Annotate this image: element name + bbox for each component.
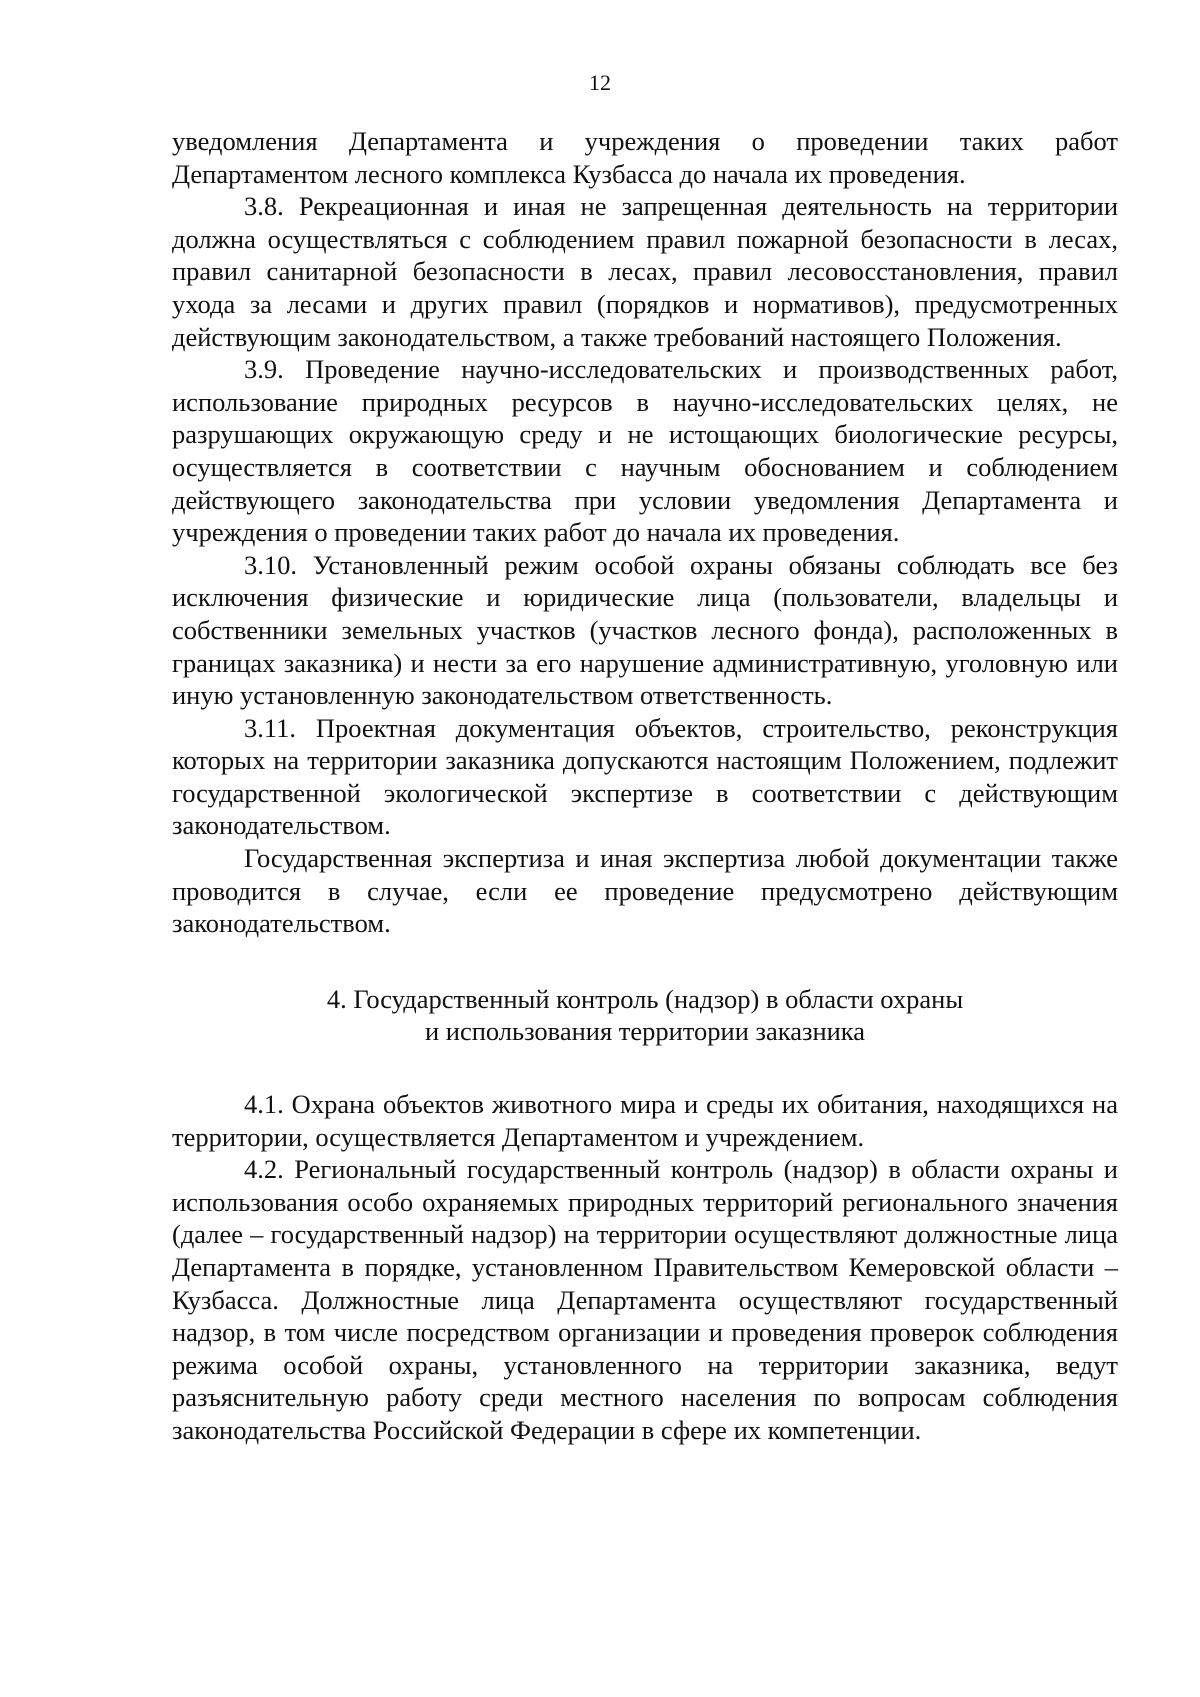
spacer (172, 940, 1118, 983)
paragraph-3-8: 3.8. Рекреационная и иная не запрещенная деятельность на территории должна осуществляться с соблюдением правил пожарной безопасности в лесах, правил санитарной безопасности в лесах, правил лесовосстановления, правил ухода за лесами и других правил (порядков и нормативов), предусмотренных действующим законодательством, а также требований настоящего Положения. (172, 191, 1118, 352)
document-body (172, 125, 1118, 1447)
section-4-heading (172, 983, 1118, 1048)
paragraph-4-2: 4.2. Региональный государственный контроль (надзор) в области охраны и использования особо охраняемых природных территорий регионального значения (далее – государственный надзор) на территории осуществляют должностные лица Департамента в порядке, установленном Правительством Кемеровской области – Кузбасса. Должностные лица Департамента осуществляют государственный надзор, в том числе посредством организации и проведения проверок соблюдения режима особой охраны, установленного на территории заказника, ведут разъяснительную работу среди местного населения по вопросам соблюдения законодательства Российской Федерации в сфере их компетенции. (172, 1154, 1118, 1445)
paragraph-continuation: уведомления Департамента и учреждения о проведении таких работ Департаментом лесного комплекса Кузбасса до начала их проведения. (172, 126, 1118, 189)
paragraph-expertise: Государственная экспертиза и иная экспертиза любой документации также проводится в случае, если ее проведение предусмотрено действующим законодательством. (172, 843, 1118, 939)
paragraph-4-1: 4.1. Охрана объектов животного мира и среды их обитания, находящихся на территории, осуществляется Департаментом и учреждением. (172, 1089, 1118, 1152)
page-number: 12 (589, 70, 611, 95)
paragraph-3-11: 3.11. Проектная документация объектов, строительство, реконструкция которых на территории заказника допускаются настоящим Положением, подлежит государственной экологической экспертизе в соответствии с действующим законодательством. (172, 712, 1118, 841)
paragraph-3-9: 3.9. Проведение научно-исследовательских и производственных работ, использование природных ресурсов в научно-исследовательских целях, не разрушающих окружающую среду и не истощающих биологические ресурсы, осуществляется в соответствии с научным обоснованием и соблюдением действующего законодательства при условии уведомления Департамента и учреждения о проведении таких работ до начала их проведения. (172, 354, 1118, 548)
spacer (172, 1048, 1118, 1088)
section-4-heading-line-2: и использования территории заказника (424, 1016, 866, 1047)
section-4-heading-line-1: 4. Государственный контроль (надзор) в области охраны (326, 983, 964, 1014)
paragraph-3-10: 3.10. Установленный режим особой охраны обязаны соблюдать все без исключения физические и юридические лица (пользователи, владельцы и собственники земельных участков (участков лесного фонда), расположенных в границах заказника) и нести за его нарушение административную, уголовную или иную установленную законодательством ответственность. (172, 549, 1118, 711)
